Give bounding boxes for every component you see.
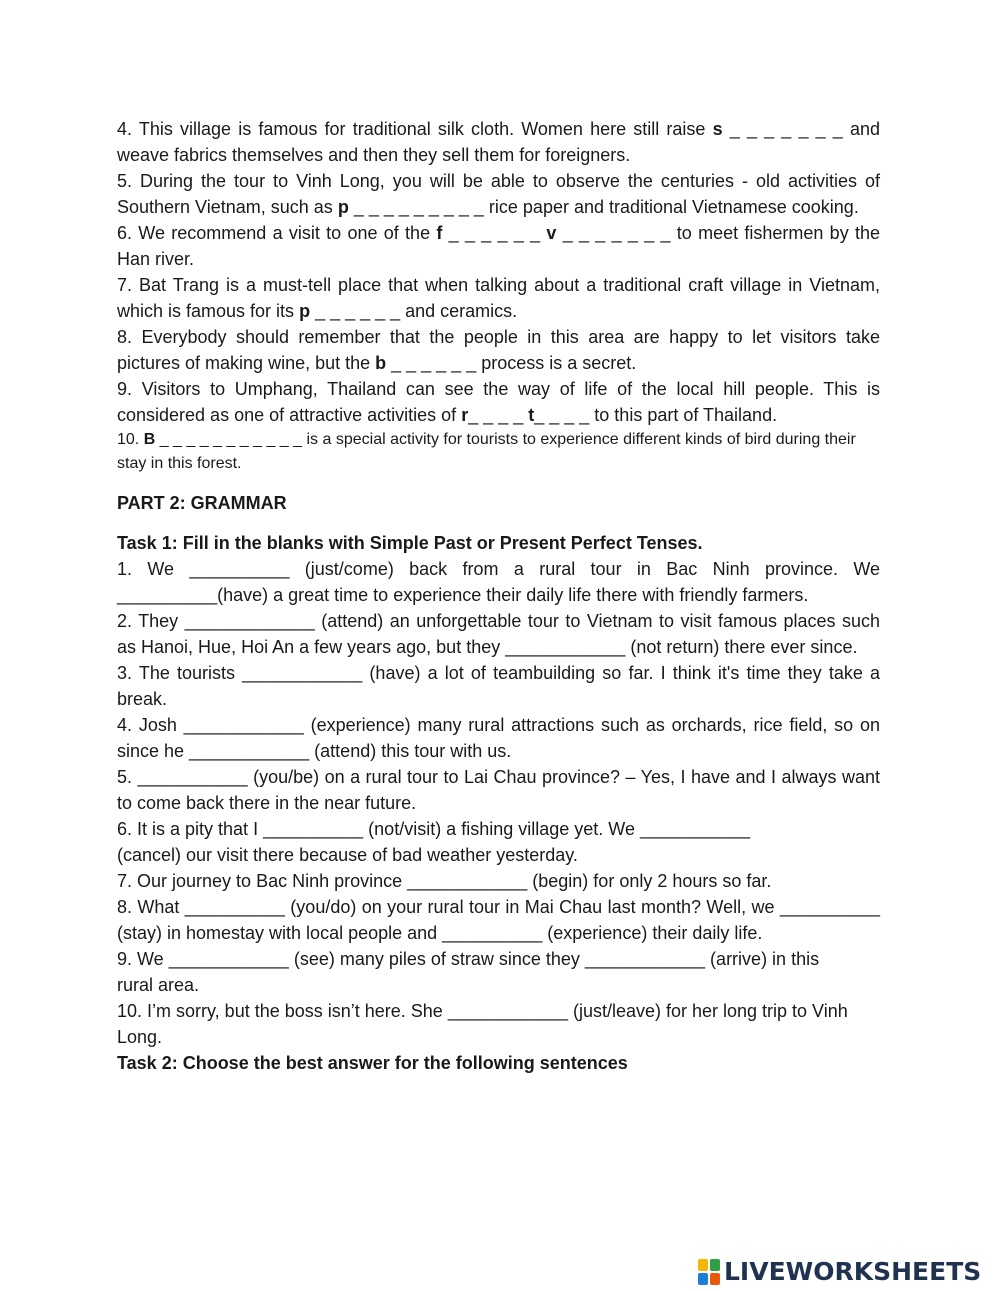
liveworksheets-logo [698, 1258, 981, 1286]
logo-block [710, 1273, 720, 1285]
task1-item-3: 3. The tourists ____________ (have) a lot of teambuilding so far. I think it's time they take a break. [117, 663, 880, 709]
task2-heading: Task 2: Choose the best answer for the following sentences [117, 1053, 628, 1073]
task1-item-7: 7. Our journey to Bac Ninh province ____________ (begin) for only 2 hours so far. [117, 871, 772, 891]
task1-item-8: 8. What __________ (you/do) on your rural tour in Mai Chau last month? Well, we __________ (stay) in homestay with local people and __________ (experience) their daily life. [117, 897, 880, 943]
vocab-item-6: 6. We recommend a visit to one of the f _ _ _ _ _ _ v _ _ _ _ _ _ _ to meet fishermen by the Han river. [117, 223, 880, 269]
logo-blocks-icon [698, 1259, 720, 1285]
vocab-item-4: 4. This village is famous for traditional silk cloth. Women here still raise s _ _ _ _ _ _ _ and weave fabrics themselves and then they sell them for foreigners. [117, 119, 880, 165]
vocab-item-9: 9. Visitors to Umphang, Thailand can see the way of life of the local hill people. This is considered as one of attractive activities of r_ _ _ _ t_ _ _ _ to this part of Thailand. [117, 379, 880, 425]
logo-text: LIVEWORKSHEETS [724, 1257, 982, 1286]
worksheet-page [117, 116, 880, 1076]
logo-block [710, 1259, 720, 1271]
task1-item-5: 5. ___________ (you/be) on a rural tour to Lai Chau province? – Yes, I have and I always want to come back there in the near future. [117, 767, 880, 813]
task1-item-1: 1. We __________ (just/come) back from a rural tour in Bac Ninh province. We __________(have) a great time to experience their daily life there with friendly farmers. [117, 559, 880, 605]
task1-item-10: 10. I’m sorry, but the boss isn’t here. She ____________ (just/leave) for her long trip to Vinh Long. [117, 1001, 848, 1047]
task1-item-2: 2. They _____________ (attend) an unforgettable tour to Vietnam to visit famous places such as Hanoi, Hue, Hoi An a few years ago, but they ____________ (not return) there ever since. [117, 611, 880, 657]
vocab-item-5: 5. During the tour to Vinh Long, you will be able to observe the centuries - old activities of Southern Vietnam, such as p _ _ _ _ _ _ _ _ _ rice paper and traditional Vietnamese cooking. [117, 171, 880, 217]
vocab-item-7: 7. Bat Trang is a must-tell place that when talking about a traditional craft village in Vietnam, which is famous for its p _ _ _ _ _ _ and ceramics. [117, 275, 880, 321]
vocab-item-10: 10. B _ _ _ _ _ _ _ _ _ _ _ is a special activity for tourists to experience different kinds of bird during their stay in this forest. [117, 431, 856, 472]
logo-block [698, 1273, 708, 1285]
task1-item-4: 4. Josh ____________ (experience) many rural attractions such as orchards, rice field, so on since he ____________ (attend) this tour with us. [117, 715, 880, 761]
task1-item-9: 9. We ____________ (see) many piles of straw since they ____________ (arrive) in this rural area. [117, 949, 820, 995]
part2-heading: PART 2: GRAMMAR [117, 493, 287, 513]
vocab-item-8: 8. Everybody should remember that the people in this area are happy to let visitors take pictures of making wine, but the b _ _ _ _ _ _ process is a secret. [117, 327, 880, 373]
task1-heading: Task 1: Fill in the blanks with Simple Past or Present Perfect Tenses. [117, 533, 703, 553]
logo-block [698, 1259, 708, 1271]
task1-item-6: 6. It is a pity that I __________ (not/visit) a fishing village yet. We ___________ (cancel) our visit there because of bad weather yesterday. [117, 819, 751, 865]
